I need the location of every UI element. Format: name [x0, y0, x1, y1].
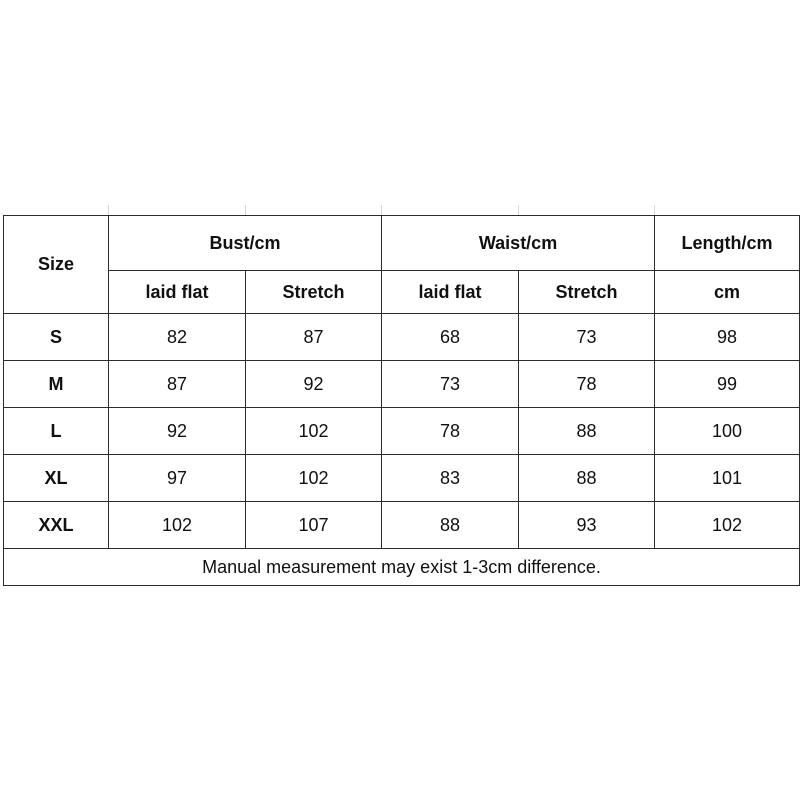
size-chart [3, 215, 799, 586]
column-guide-tick [381, 205, 382, 215]
measurement-note: Manual measurement may exist 1-3cm difference. [4, 549, 800, 586]
size-table [3, 215, 800, 586]
bust-stretch-value: 92 [246, 361, 382, 408]
waist-flat-value: 83 [382, 455, 519, 502]
bust-flat-value: 82 [109, 314, 246, 361]
size-label: S [4, 314, 109, 361]
waist-stretch-value: 88 [519, 455, 655, 502]
bust-stretch-header: Stretch [246, 271, 382, 314]
column-guide-tick [245, 205, 246, 215]
bust-stretch-value: 87 [246, 314, 382, 361]
bust-flat-value: 97 [109, 455, 246, 502]
column-guide-tick [654, 205, 655, 215]
bust-stretch-value: 102 [246, 455, 382, 502]
length-unit-header: cm [655, 271, 800, 314]
waist-flat-value: 88 [382, 502, 519, 549]
table-row [4, 314, 800, 361]
waist-stretch-value: 93 [519, 502, 655, 549]
column-guide-tick [108, 205, 109, 215]
note-row [4, 549, 800, 586]
waist-flat-value: 78 [382, 408, 519, 455]
table-row [4, 408, 800, 455]
length-header: Length/cm [655, 216, 800, 271]
size-label: XL [4, 455, 109, 502]
bust-stretch-value: 107 [246, 502, 382, 549]
waist-stretch-header: Stretch [519, 271, 655, 314]
length-value: 102 [655, 502, 800, 549]
waist-stretch-value: 88 [519, 408, 655, 455]
waist-stretch-value: 78 [519, 361, 655, 408]
subheader-row [4, 271, 800, 314]
length-value: 100 [655, 408, 800, 455]
size-label: XXL [4, 502, 109, 549]
size-label: M [4, 361, 109, 408]
bust-header: Bust/cm [109, 216, 382, 271]
size-header: Size [4, 216, 109, 314]
bust-flat-value: 87 [109, 361, 246, 408]
table-row [4, 361, 800, 408]
bust-flat-value: 102 [109, 502, 246, 549]
length-value: 98 [655, 314, 800, 361]
waist-header: Waist/cm [382, 216, 655, 271]
header-row [4, 216, 800, 271]
size-label: L [4, 408, 109, 455]
waist-stretch-value: 73 [519, 314, 655, 361]
column-guide-tick [518, 205, 519, 215]
length-value: 99 [655, 361, 800, 408]
waist-flat-value: 68 [382, 314, 519, 361]
bust-stretch-value: 102 [246, 408, 382, 455]
length-value: 101 [655, 455, 800, 502]
table-row [4, 502, 800, 549]
waist-flat-value: 73 [382, 361, 519, 408]
waist-laid-flat-header: laid flat [382, 271, 519, 314]
table-row [4, 455, 800, 502]
bust-flat-value: 92 [109, 408, 246, 455]
bust-laid-flat-header: laid flat [109, 271, 246, 314]
